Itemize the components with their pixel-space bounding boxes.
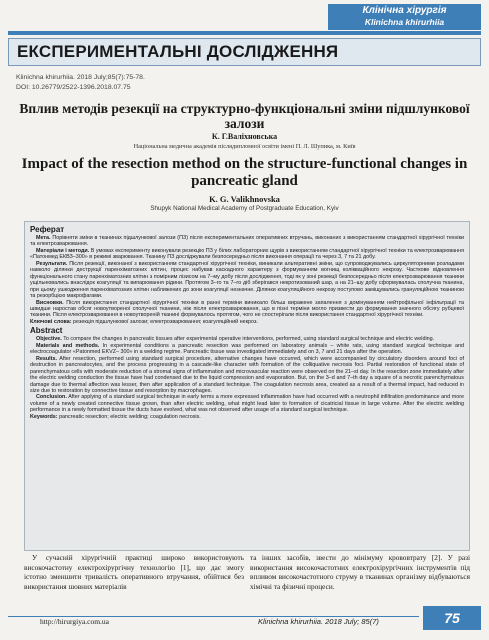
abstract-ua-goal: Мета. Порівняти зміни в тканинах підшлункової залози (ПЗ) після експериментальних оперативних втручань, виконаних з використанням стандартної хірургічної техніки та електрозварювання. bbox=[30, 235, 464, 248]
abstract-en-keywords: Keywords: pancreatic resection; electric welding; coagulation necrosis. bbox=[30, 413, 201, 420]
abstract-en-methods: Materials and methods. In experimental conditions a pancreatic resection was performed on laboratory animals – white rats, using standard surgical technique and electrocoagulator «Patonmed EKVZ– 300» in a welding regime. Pancreatic tissue was investigated immediately and on 3, 7 and 21 days after the operation. bbox=[30, 342, 464, 356]
citation-doi: DOI: 10.26779/2522-1396.2018.07.75 bbox=[16, 84, 131, 91]
abstract-box bbox=[24, 221, 470, 551]
abstract-ua-conclusions: Висновки. Після використання стандартної хірургічної техніки в ранні терміни виникало більш виражене запалення з домінуванням нейтрофільної інфільтрації та швидше наростав обсяг новоутвореної сполучної тканини, ніж після електрозварювання, що в пізні терміни могло призвести до формування значного обсягу рубцевої тканини. Після електрозварювання в новоутвореній тканині формувалось протягом, чого не спостерігали після використання стандартної хірургічної техніки. bbox=[30, 299, 464, 319]
affiliation-ua: Національна медична академія післядипломної освіти імені П. Л. Шупика, м. Київ bbox=[133, 143, 356, 150]
abstract-en-results: Results. After resection, performed using standard surgical procedure, alternative changes have occurred, which were accompanied by circulatory disorders around foci of destruction in pancreatocytes, and the process progressing in a cascade-like character with formation of the colliquative necrosis foci. Partial restoration of functional state of parenchymatous cells with moderate reduction of a stromal signs of inflammation and microvascular reaction were observed on the 21–st day. In the resection zone immediately after the electric welding conduction the tissue have had condensed due to the liquid compression and evaporation. But, on the 3–d and 7–th day a square of a necrotic parenchymatous damage due to thermal affection was lesser, then after application of a standard technique. The coagulation necrosis area, created as a result of a thermal impact, had reduced in size due to restoration by connective tissue and resorption by macrophages. bbox=[30, 355, 465, 394]
section-banner bbox=[8, 38, 481, 66]
affiliation-en: Shupyk National Medical Academy of Postgraduate Education, Kyiv bbox=[150, 205, 339, 212]
abstract-ua-keywords: Ключові слова: резекція підшлункової залози; електрозварювання; коагуляційний некроз. bbox=[30, 318, 258, 325]
journal-name-en: Klinichna khirurhiia bbox=[364, 17, 445, 27]
article-title-en: Impact of the resection method on the structure-functional changes in pancreatic gland bbox=[21, 156, 468, 189]
body-text-left: У сучасній хірургічній практиці широко використовують високочастотну електрохірургічну технологію [1], що дає змогу істотно зменшити тривалість оперативного втручання, обійтися без використання шовних матеріалів bbox=[24, 553, 244, 591]
footer-journal-issue: Klinichna khirurhiia. 2018 July; 85(7) bbox=[258, 617, 379, 626]
abstract-heading-ua: Реферат bbox=[30, 225, 65, 234]
citation-ref: Klinichna khirurhiia. 2018 July;85(7):75-78. bbox=[16, 74, 145, 81]
abstract-en-objective: Objective. To compare the changes in pancreatic tissues after experimental operative interventions, performed, using standard surgical technique and electric welding. bbox=[36, 336, 435, 343]
journal-name-ua: Клінічна хірургія bbox=[362, 5, 447, 16]
author-en: K. G. Valikhnovska bbox=[209, 194, 280, 204]
author-ua: К. Г.Валіхновська bbox=[211, 132, 278, 141]
abstract-en-conclusion: Conclusion. After applying of a standard surgical technique in early terms a more expressed inflammation have had occurred with a neutrophil infiltration predominance and more volume of a newly created connective tissue grown, than after electric welding, what might lead later to formation of cicatricial tissue in large volume. After the electric welding performance in a newly formatted tissue the ducts have evolved, what was not observed after usage of a standard surgical technique. bbox=[30, 394, 464, 414]
section-title: ЕКСПЕРИМЕНТАЛЬНІ ДОСЛІДЖЕННЯ bbox=[17, 42, 339, 61]
page-number: 75 bbox=[423, 606, 481, 630]
journal-name-tab bbox=[328, 4, 481, 30]
abstract-ua-methods: Матеріали і методи. В умовах експерименту виконували резекцію ПЗ у білих лабораторних щурів з використанням стандартної хірургічної техніки та електрозварювання «Патонмед ЕКВЗ–300» в режимі зварювання. Тканину ПЗ досліджували безпосередньо після виконання операції та через 3, 7 та 21 добу. bbox=[30, 247, 464, 261]
body-text-right: та інших засобів, звести до мінімуму крововтрату [2]. У разі використання високочастотних електрохірургічних інструментів під впливом високочастотного струму в тканинах організму відбуваються хімічні та фізичні процеси. bbox=[250, 553, 470, 591]
header-rule bbox=[8, 31, 481, 35]
abstract-heading-en: Abstract bbox=[30, 326, 63, 336]
article-title-ua: Вплив методів резекції на структурно-функціональні зміни підшлункової залози bbox=[19, 101, 470, 131]
abstract-ua-results: Результати. Після резекції, виконаної з використанням стандартної хірургічної техніки, виникали альтеративні зміни, що супроводжувались циркуляторними розладами навколо ділянки деструкції паренхіматозних клітин, процес набував каскадного характеру з формуванням вогнищ колікваційного некрозу. Часткове відновлення функціонального стану паренхіматозних клітин з помірним лізисом на 7–му добу після дослідження, тоді як у зоні резекції безпосередньо після електрозварювання тканини ущільнювались внаслідок коагуляції та випарювання рідини. Протягом 3–го та 7–го діб зберігався некротизований шар, а на 21–шу добу сформувалась сполучна тканина, при цьому ушкодження паренхіматозних клітин наближених до зони коагуляції незначне. Ділянки коагуляційного некрозу поступово заміщувались грануляційною тканиною та резорбцією макрофагами. bbox=[30, 260, 465, 300]
footer-url-link[interactable]: http://hirurgiya.com.ua bbox=[40, 617, 110, 626]
